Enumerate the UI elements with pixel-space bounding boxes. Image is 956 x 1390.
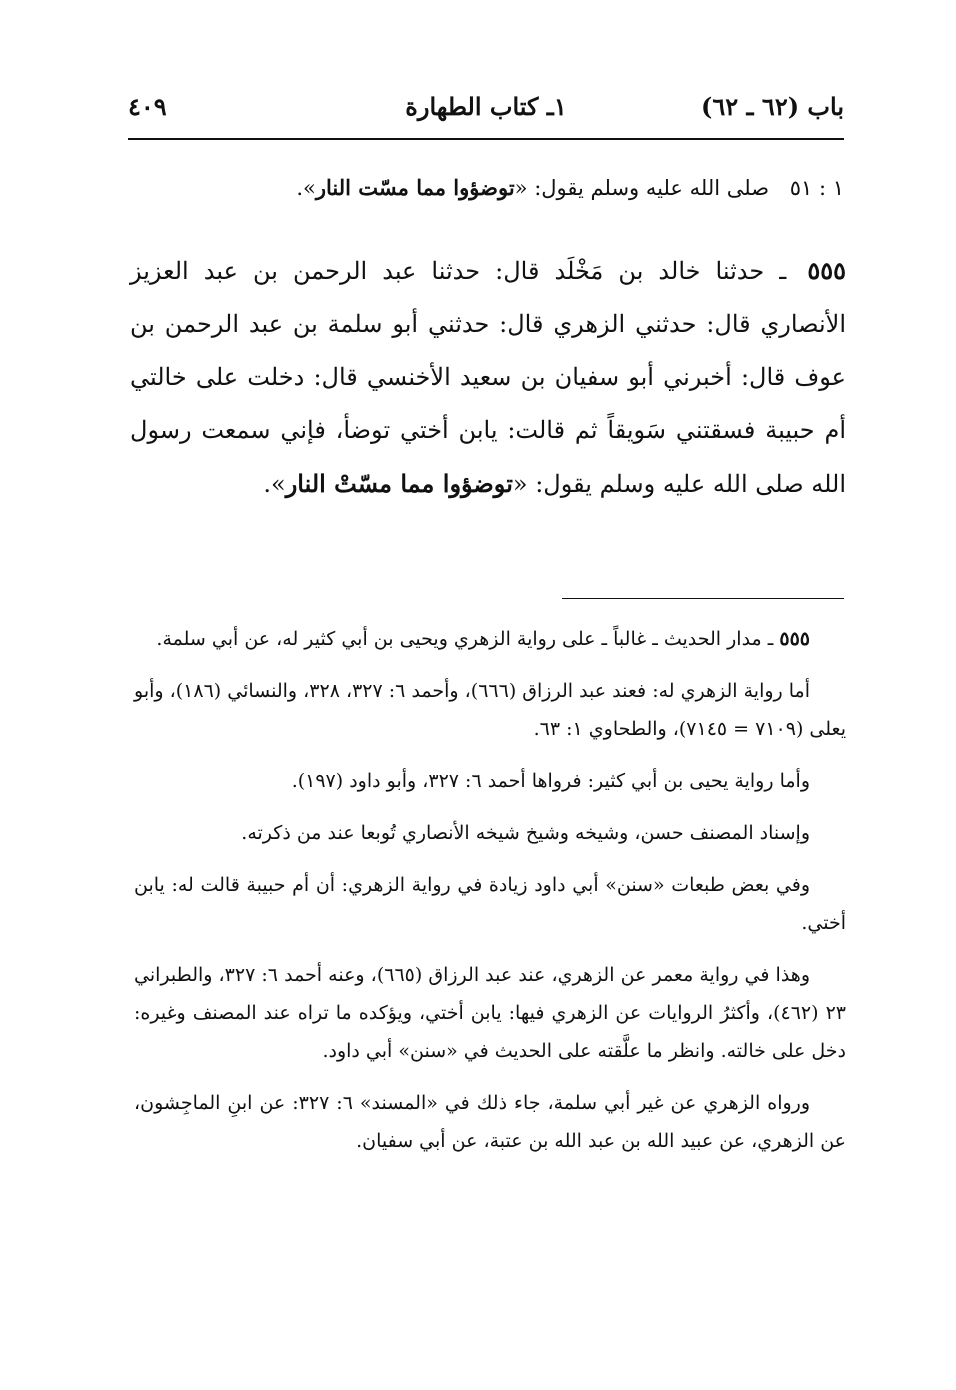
hadith-quote: توضؤوا مما مسّتْ النار xyxy=(285,469,513,498)
continuation-line xyxy=(150,172,844,204)
chapter-title: باب (٦٢ ـ ٦٢) xyxy=(701,92,844,121)
footnote-number: ٥٥٥ xyxy=(779,628,810,650)
footnotes xyxy=(134,620,846,1174)
header-divider xyxy=(128,138,844,140)
hadith-paragraph xyxy=(130,244,846,511)
footnote-paragraph: وأما رواية يحيى بن أبي كثير: فرواها أحمد ٦: ٣٢٧، وأبو داود (١٩٧). xyxy=(291,770,810,792)
footnote-paragraph: وفي بعض طبعات «سنن» أبي داود زيادة في رواية الزهري: أن أم حبيبة قالت له: يابن أختي. xyxy=(134,874,846,934)
footnote-text: ـ مدار الحديث ـ غالباً ـ على رواية الزهري ويحيى بن أبي كثير له، عن أبي سلمة. xyxy=(156,628,774,650)
footnote-paragraph xyxy=(134,620,846,658)
book-title: ١ـ كتاب الطهارة xyxy=(405,92,567,121)
hadith-number: ٥٥٥ xyxy=(807,256,846,285)
continuation-end: ». xyxy=(296,176,316,200)
footnote-paragraph: أما رواية الزهري له: فعند عبد الرزاق (٦٦٦)، وأحمد ٦: ٣٢٧، ٣٢٨، والنسائي (١٨٦)، وأبو يعلى (٧١٠٩ = ٧١٤٥)، والطحاوي ١: ٦٣. xyxy=(134,680,846,740)
continuation-text: صلى الله عليه وسلم يقول: « xyxy=(514,176,770,200)
footnote-paragraph: وإسناد المصنف حسن، وشيخه وشيخ شيخه الأنصاري تُوبعا عند من ذكرته. xyxy=(241,822,810,844)
footnote-paragraph: وهذا في رواية معمر عن الزهري، عند عبد الرزاق (٦٦٥)، وعنه أحمد ٦: ٣٢٧، والطبراني ٢٣ (٤٦٢)، وأكثرُ الروايات عن الزهري فيها: يابن أختي، ويؤكده ما تراه عند المصنف وغيره: دخل على خالته. وانظر ما علَّقته على الحديث في «سنن» أبي داود. xyxy=(134,964,847,1062)
hadith-end: ». xyxy=(263,470,286,498)
running-header xyxy=(128,88,844,128)
hadith-text: ـ حدثنا خالد بن مَخْلَد قال: حدثنا عبد الرحمن بن عبد العزيز الأنصاري قال: حدثني الزهري قال: حدثني أبو سلمة بن عبد الرحمن بن عوف قال: أخبرني أبو سفيان بن سعيد الأخنسي قال: دخلت على خالتي أم حبيبة فسقتني سَويقاً ثم قالت: يابن أختي توضأ، فإني سمعت رسول الله صلى الله عليه وسلم يقول: « xyxy=(130,257,847,498)
hadith-block xyxy=(130,244,846,511)
footnote-paragraph: ورواه الزهري عن غير أبي سلمة، جاء ذلك في «المسند» ٦: ٣٢٧: عن ابنِ الماجِشون، عن الزهري، عن عبيد الله بن عبد الله بن عتبة، عن أبي سفيان. xyxy=(134,1092,846,1152)
reference-marker: ١ : ٥١ xyxy=(789,176,844,200)
continuation-quote: توضؤوا مما مسّت النار xyxy=(315,175,515,200)
page-number: ٤٠٩ xyxy=(128,92,167,121)
footnote-divider xyxy=(562,598,844,599)
